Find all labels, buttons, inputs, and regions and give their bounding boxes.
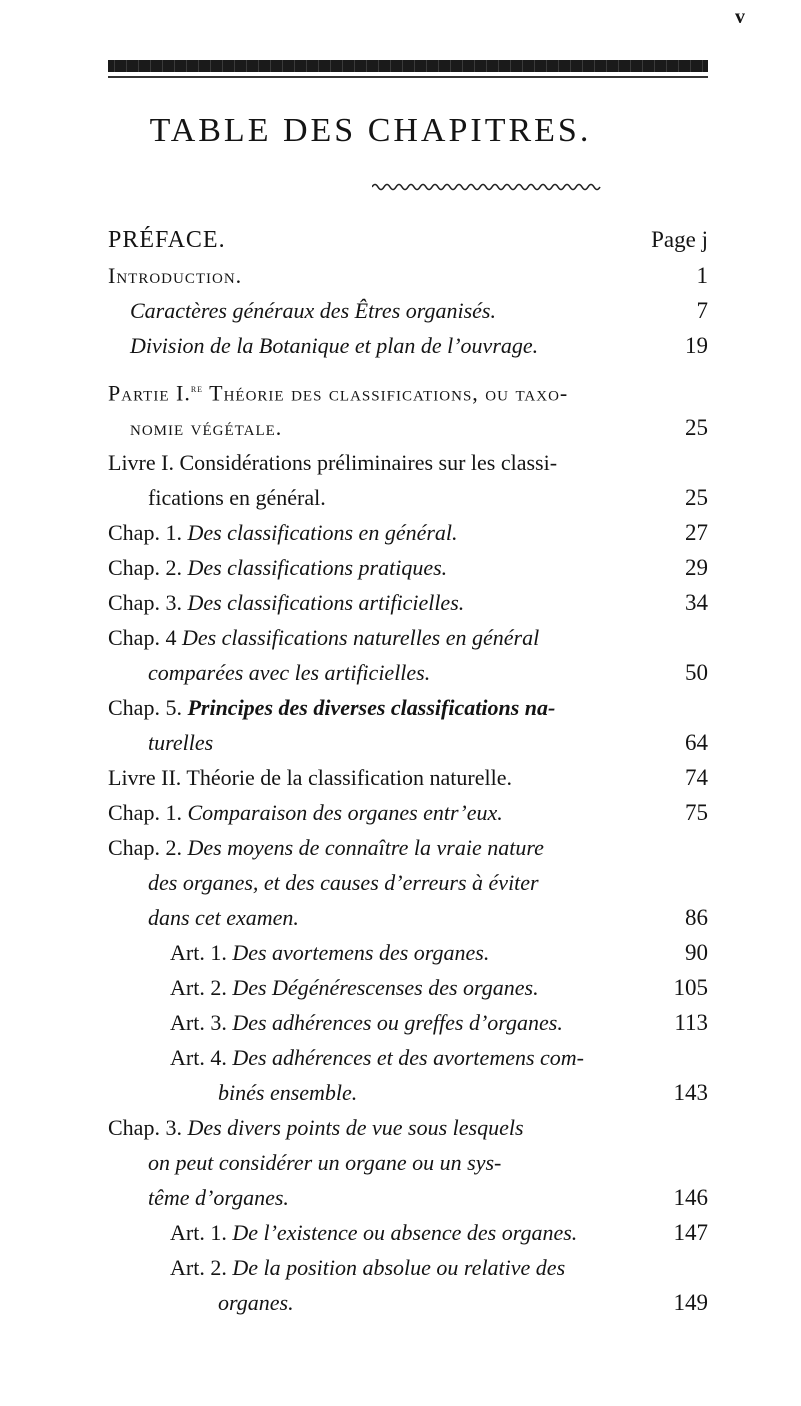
toc-label: organes.: [218, 1290, 294, 1316]
toc-entry-art2: [108, 970, 708, 1005]
toc-entry-l2chap3-cont2: [108, 1180, 708, 1215]
toc-entry-l2chap2-cont1: [108, 865, 708, 900]
toc-label: Des avortemens des organes.: [232, 940, 490, 966]
toc-page: 113: [674, 1010, 708, 1036]
toc-prefix: Art. 2.: [170, 975, 227, 1001]
toc-label: Livre II. Théorie de la classification naturelle.: [108, 765, 512, 791]
toc-label: comparées avec les artificielles.: [148, 660, 431, 686]
page-title: TABLE DES CHAPITRES.: [149, 112, 592, 149]
toc-prefix: Art. 4.: [170, 1045, 227, 1071]
toc-entry-art1: [108, 935, 708, 970]
toc-label: Division de la Botanique et plan de l’ouvrage.: [130, 333, 539, 358]
toc-label: Principes des diverses classifications na-: [187, 695, 556, 721]
toc-entry-chap2: [108, 550, 708, 585]
toc-page: 25: [685, 415, 708, 441]
toc-prefix: Art. 1.: [170, 940, 227, 966]
toc-label: turelles: [148, 730, 214, 756]
toc-entry-art4: [108, 1040, 708, 1075]
table-of-contents: [108, 222, 708, 1320]
toc-entry-livre1: [108, 445, 708, 480]
toc-entry-chap4: [108, 620, 708, 655]
toc-page: 1: [696, 263, 708, 288]
toc-page: 86: [685, 905, 708, 931]
toc-prefix: Art. 1.: [170, 1220, 227, 1246]
toc-label: De la position absolue ou relative des: [232, 1255, 566, 1281]
toc-entry-chap1: [108, 515, 708, 550]
toc-label: fications en général.: [148, 485, 326, 511]
toc-label: dans cet examen.: [148, 905, 299, 931]
toc-prefix: Chap. 1.: [108, 800, 182, 826]
header-rule-thin: [108, 76, 708, 78]
toc-label: nomie végétale.: [130, 415, 283, 441]
toc-label: Des adhérences ou greffes d’organes.: [232, 1010, 563, 1036]
toc-page: 143: [673, 1080, 708, 1106]
page-folio: v: [735, 6, 745, 28]
toc-entry-l2chap2: [108, 830, 708, 865]
toc-label: Des classifications artificielles.: [187, 590, 465, 616]
toc-entry-l2chap1: [108, 795, 708, 830]
toc-page: 105: [673, 975, 708, 1001]
toc-label: Des adhérences et des avortemens com-: [232, 1045, 585, 1071]
toc-label: Des classifications pratiques.: [187, 555, 448, 581]
toc-entry-l2chap2-cont2: [108, 900, 708, 935]
toc-page: 146: [673, 1185, 708, 1211]
toc-prefix: Chap. 1.: [108, 520, 182, 546]
toc-label: on peut considérer un organe ou un sys-: [148, 1150, 502, 1176]
toc-page: 75: [685, 800, 708, 826]
toc-page: 50: [685, 660, 708, 686]
toc-entry-livre1-cont: [108, 480, 708, 515]
toc-label: Théorie des classifications, ou taxo-: [203, 380, 569, 406]
toc-page: 149: [673, 1290, 708, 1316]
toc-page: 19: [685, 333, 708, 358]
toc-label: Partie I.: [108, 380, 191, 406]
toc-page: 147: [673, 1220, 708, 1246]
toc-page: 7: [696, 298, 708, 323]
toc-page: 29: [685, 555, 708, 581]
toc-label: Des classifications naturelles en général: [181, 625, 540, 651]
toc-prefix: Chap. 5.: [108, 695, 182, 721]
toc-label: Des classifications en général.: [187, 520, 458, 546]
toc-label: Livre I. Considérations préliminaires sur les classi-: [108, 450, 558, 476]
toc-prefix: Chap. 3.: [108, 1115, 182, 1141]
toc-entry-caracteres: [108, 293, 708, 328]
toc-page: 25: [685, 485, 708, 511]
toc-label: Des divers points de vue sous lesquels: [187, 1115, 524, 1141]
toc-entry-division: [108, 328, 708, 363]
toc-label: Des moyens de connaître la vraie nature: [187, 835, 544, 861]
toc-page: 34: [685, 590, 708, 616]
toc-entry-introduction: [108, 258, 708, 293]
toc-prefix: Chap. 4: [108, 625, 177, 651]
toc-label: Des Dégénérescenses des organes.: [232, 975, 539, 1001]
toc-entry-c3art1: [108, 1215, 708, 1250]
toc-entry-chap5-cont: [108, 725, 708, 760]
toc-entry-chap3: [108, 585, 708, 620]
header-rule-thick: [108, 60, 708, 72]
toc-label: des organes, et des causes d’erreurs à éviter: [148, 870, 539, 896]
toc-entry-c3art2-cont: [108, 1285, 708, 1320]
toc-prefix: Chap. 2.: [108, 555, 182, 581]
toc-entry-art3: [108, 1005, 708, 1040]
toc-entry-preface: [108, 222, 708, 258]
toc-label: De l’existence ou absence des organes.: [232, 1220, 578, 1246]
toc-label-sup: re: [190, 381, 204, 395]
toc-prefix: Chap. 2.: [108, 835, 182, 861]
toc-label: Comparaison des organes entr’eux.: [187, 800, 503, 826]
toc-label: Caractères généraux des Êtres organisés.: [130, 298, 496, 323]
toc-entry-partie1-cont: [108, 410, 708, 445]
toc-entry-art4-cont: [108, 1075, 708, 1110]
toc-entry-c3art2: [108, 1250, 708, 1285]
toc-label: binés ensemble.: [218, 1080, 358, 1106]
toc-page: 90: [685, 940, 708, 966]
toc-label: PRÉFACE.: [108, 227, 226, 253]
toc-entry-partie1: [108, 371, 708, 410]
toc-prefix: Chap. 3.: [108, 590, 182, 616]
ornament-wavy-rule: [372, 182, 602, 192]
toc-entry-l2chap3-cont1: [108, 1145, 708, 1180]
toc-prefix: Art. 3.: [170, 1010, 227, 1036]
toc-entry-chap4-cont: [108, 655, 708, 690]
toc-page: 27: [685, 520, 708, 546]
toc-page: 64: [685, 730, 708, 756]
toc-label: Introduction.: [108, 263, 243, 288]
toc-label: tême d’organes.: [148, 1185, 289, 1211]
toc-entry-livre2: [108, 760, 708, 795]
toc-entry-l2chap3: [108, 1110, 708, 1145]
toc-page: Page j: [651, 227, 708, 252]
toc-page: 74: [685, 765, 708, 791]
toc-entry-chap5: [108, 690, 708, 725]
toc-prefix: Art. 2.: [170, 1255, 227, 1281]
